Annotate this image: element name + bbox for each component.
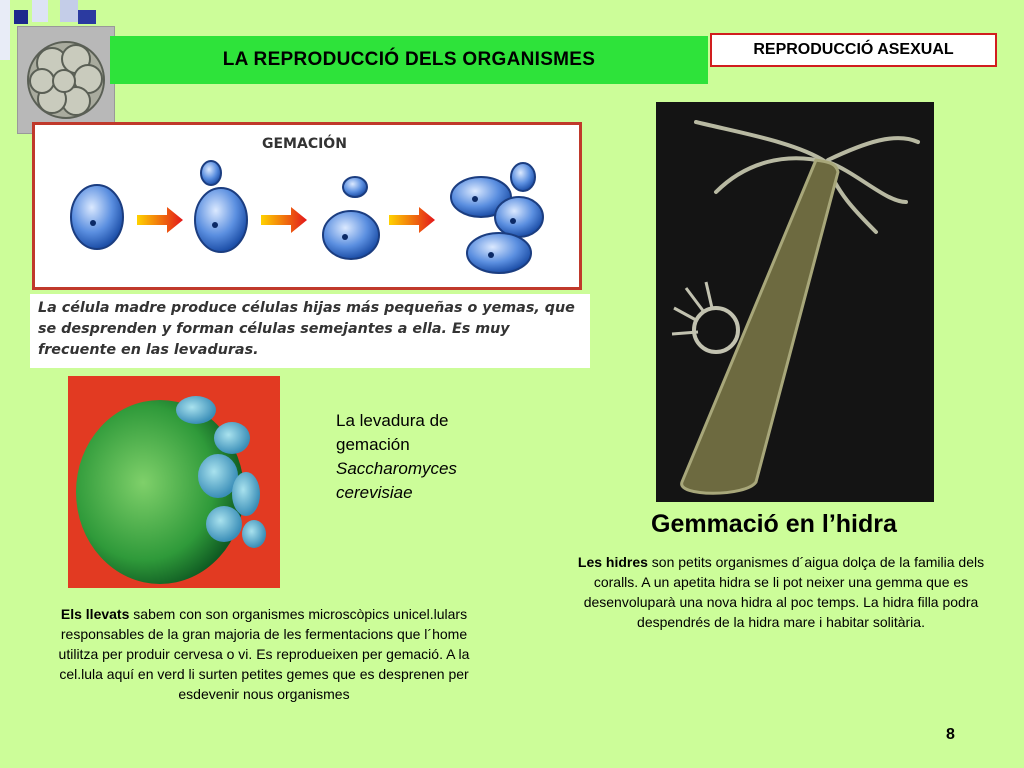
yeast-description-text: sabem con son organismes microscòpics unicel.lulars responsables de la gran majoria de les fermentacions que l´home utilitza per produir cervesa o vi. Es reprodueixen per gemació. A la cel.lula aquí en verd li surten petites gemes que es desprenen per esdevenir nous organismes (58, 606, 470, 702)
cell-cluster-image (17, 26, 115, 134)
figure-caption: La célula madre produce células hijas más pequeñas o yemas, que se desprenden y forman células semejantes a ella. Es muy frecuente en las levaduras. (38, 300, 575, 358)
figure-title: GEMACIÓN (262, 136, 347, 152)
hydra-description-text: son petits organismes d´aigua dolça de la familia dels coralls. A un apetita hidra se li pot neixer una gemma que es desenvoluparà una nova hidra al poc temps. La hidra filla podra despendrés de la hidra mare i habitar solitària. (583, 554, 985, 630)
section-subtitle: REPRODUCCIÓ ASEXUAL (753, 41, 954, 58)
corner-square-dark2 (78, 10, 96, 24)
corner-square-strip (0, 0, 10, 60)
header-subtitle-box (710, 33, 997, 67)
yeast-label-line2: gemación (336, 435, 410, 454)
yeast-budding-image (68, 376, 280, 588)
corner-square-light (32, 0, 48, 22)
header-title-bar (110, 36, 708, 84)
page-title: LA REPRODUCCIÓ DELS ORGANISMES (222, 49, 596, 70)
yeast-description (54, 604, 474, 704)
corner-square-dark (14, 10, 28, 24)
hydra-title: Gemmació en l’hidra (651, 510, 897, 538)
yeast-species-line2: cerevisiae (336, 483, 413, 502)
hydra-description-lead: Les hidres (577, 554, 648, 570)
process-arrow-1 (137, 207, 183, 233)
process-arrow-2 (261, 207, 307, 233)
yeast-label (336, 409, 457, 505)
mother-cell (71, 185, 123, 249)
yeast-label-line1: La levadura de (336, 411, 449, 430)
hydra-budding-image (656, 102, 934, 502)
yeast-species-line1: Saccharomyces (336, 459, 457, 478)
hydra-description (572, 552, 990, 632)
corner-square-mid (60, 0, 78, 22)
process-arrow-3 (389, 207, 435, 233)
page-number: 8 (946, 726, 955, 743)
yeast-description-lead: Els llevats (60, 606, 130, 622)
